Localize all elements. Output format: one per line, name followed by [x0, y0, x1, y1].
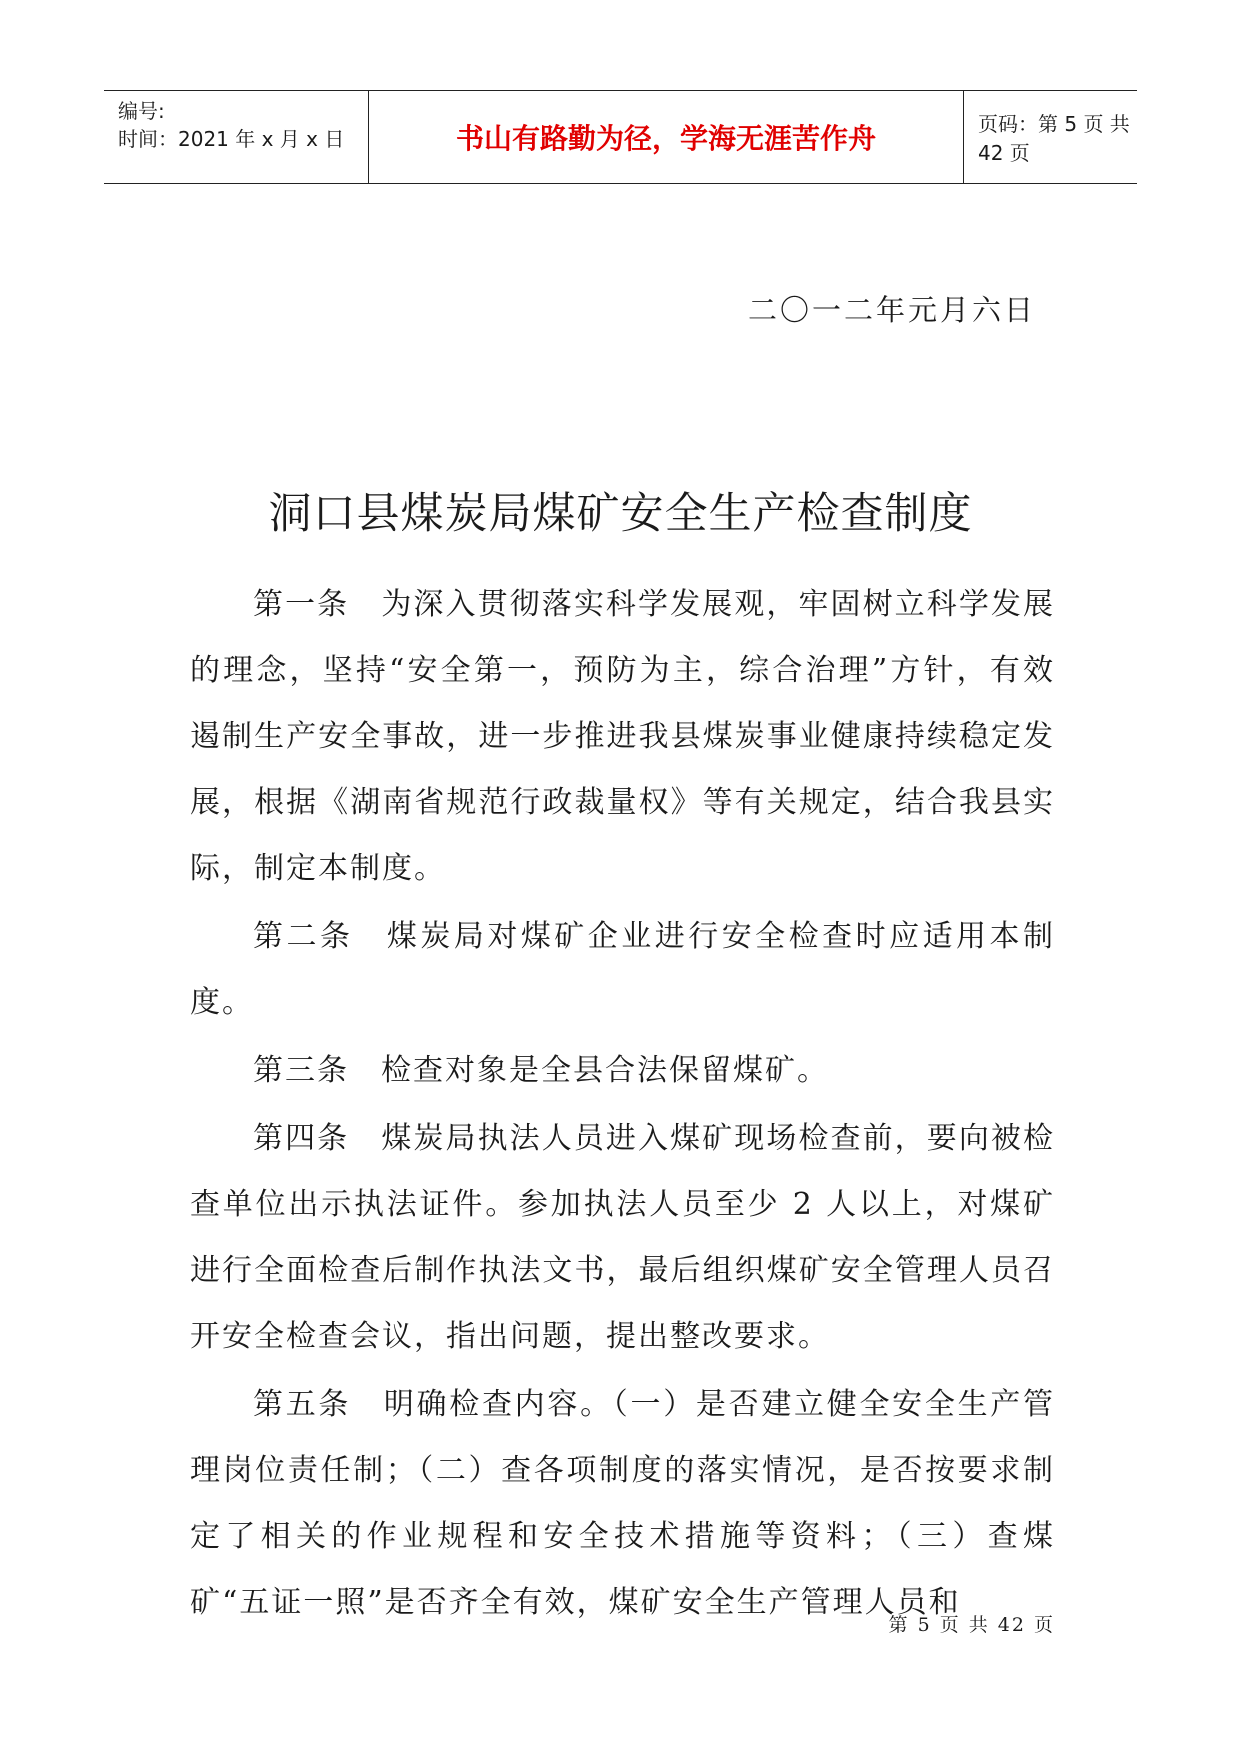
article-5: 第五条 明确检查内容。（一）是否建立健全安全生产管理岗位责任制；（二）查各项制度的落实情况，是否按要求制定了相关的作业规程和安全技术措施等资料；（三）查煤矿“五证一照”是否齐全有效，煤矿安全生产管理人员和	[190, 1387, 1055, 1620]
document-number-label: 编号:	[118, 99, 165, 123]
article-3: 第三条 检查对象是全县合法保留煤矿。	[253, 1053, 829, 1088]
article-1: 第一条 为深入贯彻落实科学发展观，牢固树立科学发展的理念，坚持“安全第一，预防为主，综合治理”方针，有效遏制生产安全事故，进一步推进我县煤炭事业健康持续稳定发展，根据《湖南省规范行政裁量权》等有关规定，结合我县实际，制定本制度。	[190, 587, 1055, 886]
header-motto-cell	[369, 91, 964, 183]
document-time-label: 时间：2021 年 x 月 x 日	[118, 127, 345, 151]
page-footer: 第 5 页 共 42 页	[888, 1614, 1055, 1636]
header-page-code: 页码：第 5 页 共 42 页	[978, 112, 1130, 165]
header-right-cell	[964, 91, 1137, 183]
document-body	[190, 572, 1055, 1638]
article-2: 第二条 煤炭局对煤矿企业进行安全检查时应适用本制度。	[190, 919, 1055, 1020]
header-left-cell	[104, 91, 369, 183]
page-header	[104, 90, 1137, 184]
header-motto: 书山有路勤为径，学海无涯苦作舟	[455, 122, 876, 155]
document-title: 洞口县煤炭局煤矿安全生产检查制度	[268, 489, 973, 539]
document-date: 二〇一二年元月六日	[747, 293, 1036, 327]
article-4: 第四条 煤炭局执法人员进入煤矿现场检查前，要向被检查单位出示执法证件。参加执法人员至少 2 人以上，对煤矿进行全面检查后制作执法文书，最后组织煤矿安全管理人员召开安全检查会议，指出问题，提出整改要求。	[190, 1121, 1055, 1354]
